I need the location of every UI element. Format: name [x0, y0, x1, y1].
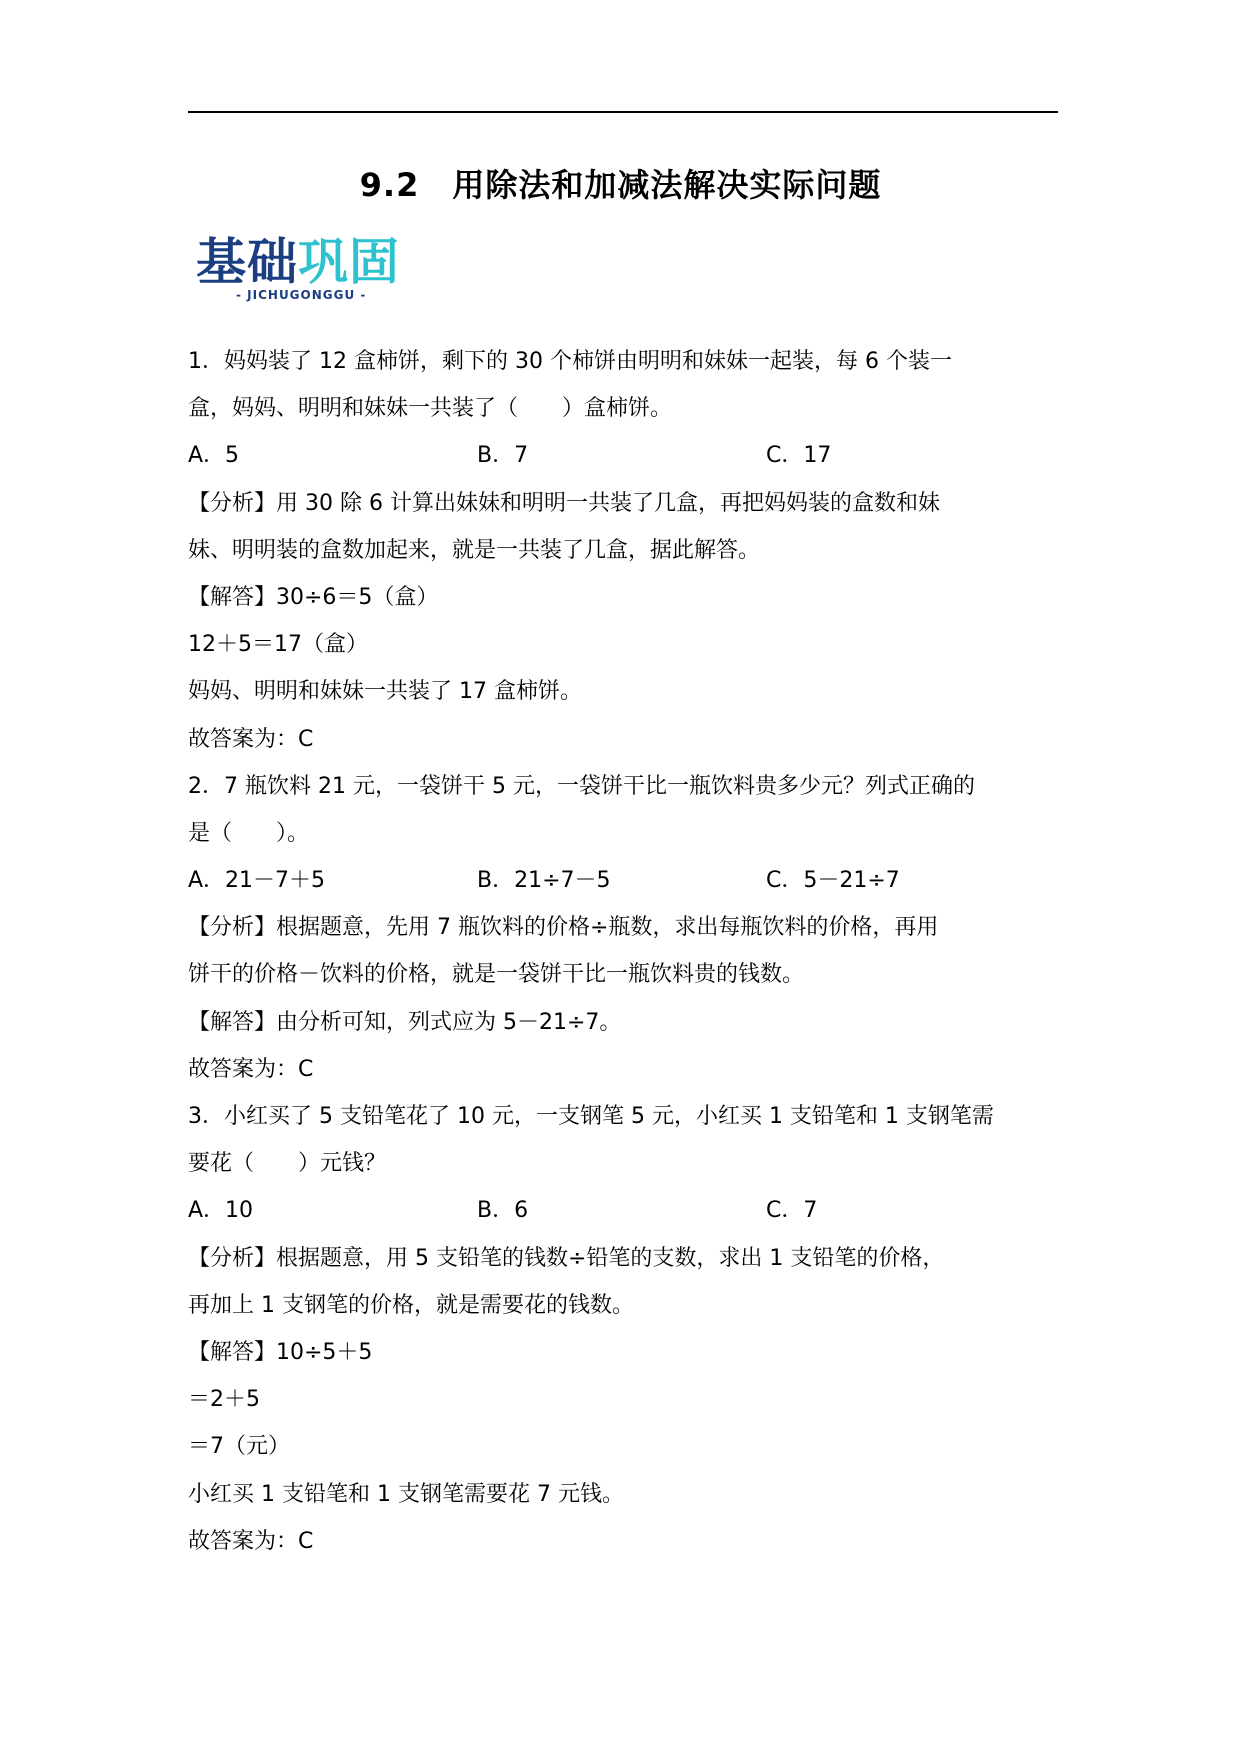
question-stem-line: 是（ ）。	[188, 820, 310, 846]
question-stem-line: 1．妈妈装了 12 盒柿饼，剩下的 30 个柿饼由明明和妹妹一起装，每 6 个装一	[188, 349, 952, 374]
analysis-line: 饼干的价格－饮料的价格，就是一袋饼干比一瓶饮料贵的钱数。	[188, 962, 805, 988]
answer-line: 故答案为：C	[188, 726, 314, 752]
option-b: B．21÷7－5	[477, 868, 611, 894]
option-a: A．21－7＋5	[188, 868, 326, 894]
badge-title-dark: 基础	[196, 233, 298, 291]
solution-line: ＝7（元）	[188, 1434, 290, 1460]
options-row	[188, 857, 1068, 904]
option-c: C．17	[766, 443, 832, 469]
solution-line: 【解答】30÷6＝5（盒）	[188, 584, 439, 610]
question-2	[188, 763, 1068, 1093]
option-a: A．5	[188, 443, 240, 469]
header-rule	[188, 111, 1058, 113]
analysis-line: 再加上 1 支钢笔的价格，就是需要花的钱数。	[188, 1292, 634, 1318]
question-list	[188, 338, 1068, 1565]
question-stem-line: 盒，妈妈、明明和妹妹一共装了（ ）盒柿饼。	[188, 396, 673, 422]
options-row	[188, 432, 1068, 479]
option-c: C．7	[766, 1198, 818, 1224]
option-a: A．10	[188, 1198, 254, 1224]
badge-subtitle: - JICHUGONGGU -	[236, 288, 367, 302]
solution-line: 【解答】由分析可知，列式应为 5－21÷7。	[188, 1009, 622, 1035]
solution-line: ＝2＋5	[188, 1387, 260, 1413]
solution-line: 妈妈、明明和妹妹一共装了 17 盒柿饼。	[188, 679, 582, 705]
analysis-line: 【分析】用 30 除 6 计算出妹妹和明明一共装了几盒，再把妈妈装的盒数和妹	[188, 490, 940, 516]
question-1	[188, 338, 1068, 763]
page-title: 9.2 用除法和加减法解决实际问题	[359, 166, 882, 204]
question-stem-line: 3．小红买了 5 支铅笔花了 10 元，一支钢笔 5 元，小红买 1 支铅笔和 1 支钢笔需	[188, 1104, 994, 1129]
answer-line: 故答案为：C	[188, 1056, 314, 1082]
option-b: B．6	[477, 1198, 529, 1224]
option-b: B．7	[477, 443, 529, 469]
option-c: C．5－21÷7	[766, 868, 900, 894]
badge-title-light: 巩固	[298, 233, 400, 291]
solution-line: 【解答】10÷5＋5	[188, 1339, 373, 1365]
answer-line: 故答案为：C	[188, 1528, 314, 1554]
solution-line: 小红买 1 支铅笔和 1 支钢笔需要花 7 元钱。	[188, 1481, 624, 1507]
question-stem-line: 2．7 瓶饮料 21 元，一袋饼干 5 元，一袋饼干比一瓶饮料贵多少元？列式正确的	[188, 773, 975, 799]
section-badge	[196, 233, 414, 307]
solution-line: 12＋5＝17（盒）	[188, 632, 368, 658]
question-stem-line: 要花（ ）元钱？	[188, 1151, 387, 1177]
badge-title	[196, 233, 400, 291]
question-3	[188, 1093, 1068, 1565]
analysis-line: 【分析】根据题意，用 5 支铅笔的钱数÷铅笔的支数，求出 1 支铅笔的价格，	[188, 1245, 945, 1271]
options-row	[188, 1187, 1068, 1234]
analysis-line: 妹、明明装的盒数加起来，就是一共装了几盒，据此解答。	[188, 537, 761, 563]
analysis-line: 【分析】根据题意，先用 7 瓶饮料的价格÷瓶数，求出每瓶饮料的价格，再用	[188, 915, 939, 941]
